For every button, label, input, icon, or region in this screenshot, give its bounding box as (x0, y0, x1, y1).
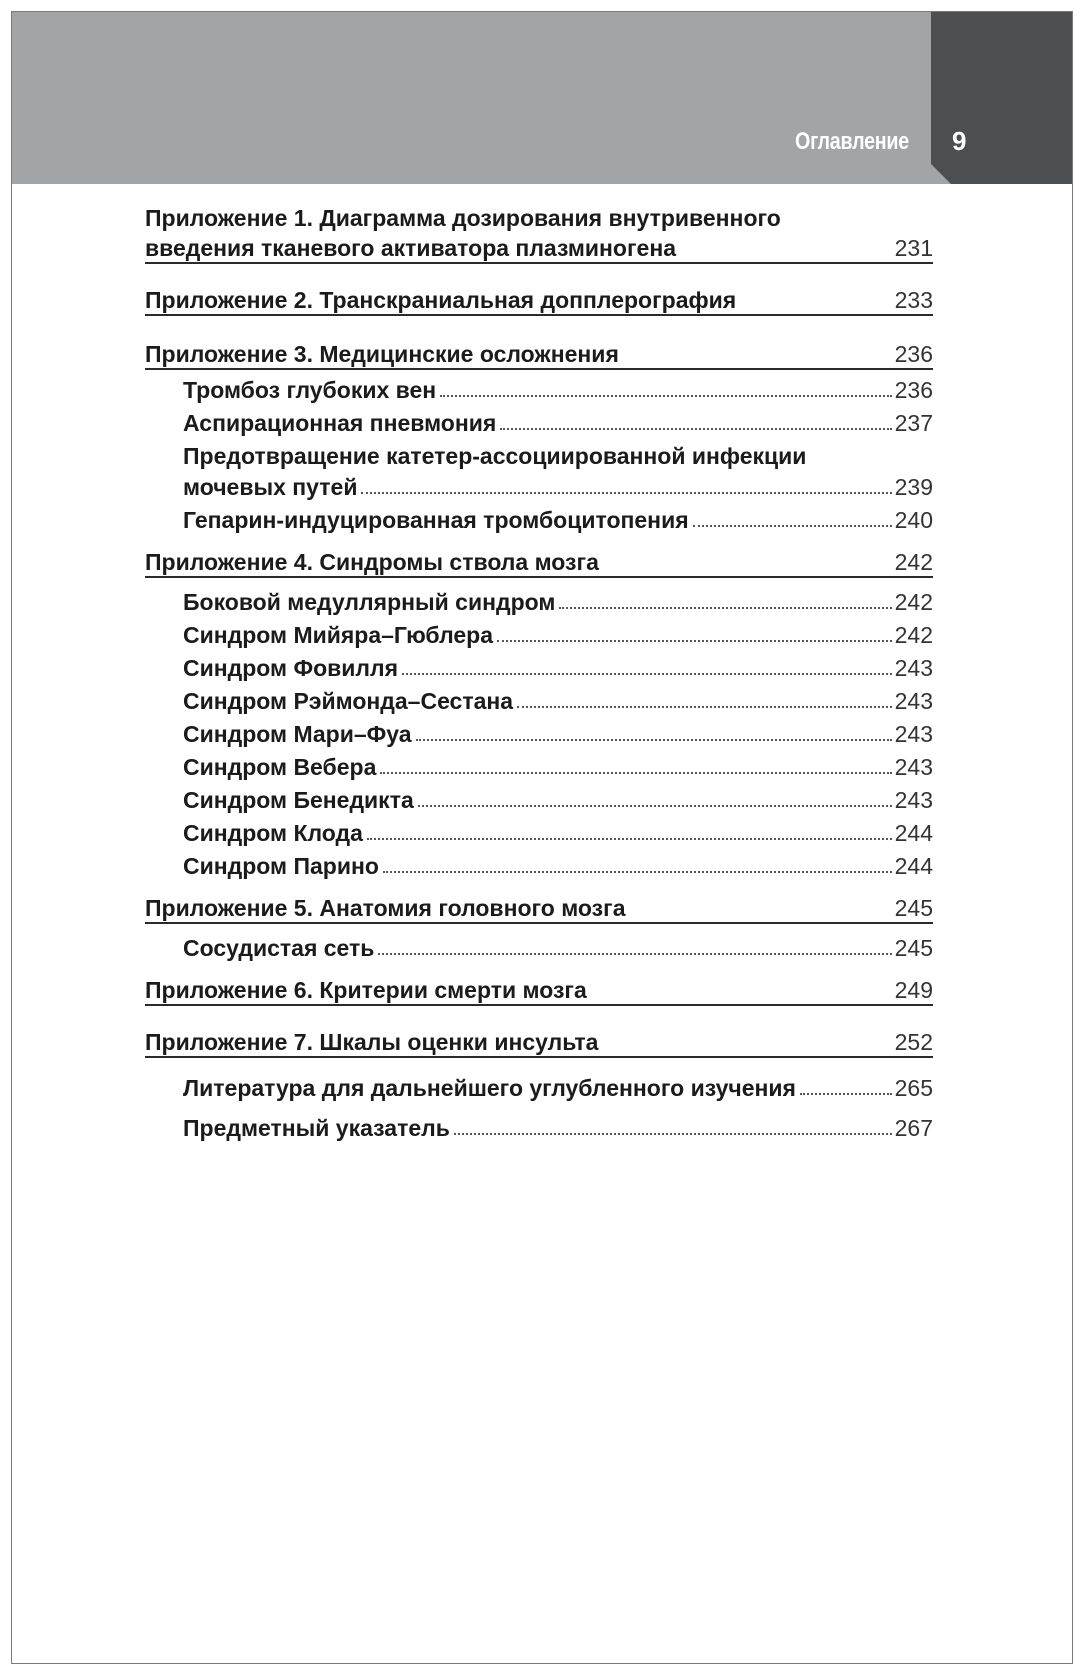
chapter-title: Приложение 7. Шкалы оценки инсульта (145, 1029, 599, 1055)
entry-title: Синдром Парино (183, 853, 379, 879)
toc-back-matter (145, 1074, 933, 1142)
chapter-page: 236 (894, 341, 933, 367)
entry-page: 236 (894, 377, 933, 403)
running-header-page-number: 9 (952, 126, 967, 156)
leader-dots (418, 805, 892, 807)
toc-entry[interactable] (183, 588, 933, 616)
leader-dots (454, 1133, 892, 1135)
entry-title: Синдром Фовилля (183, 655, 399, 681)
entry-page: 243 (894, 721, 933, 747)
leader-dots (402, 673, 892, 675)
leader-dots (416, 739, 892, 741)
entry-page: 243 (894, 787, 933, 813)
chapter-page: 242 (894, 549, 933, 575)
entry-title: Боковой медуллярный синдром (183, 589, 556, 615)
entry-title: Синдром Бенедикта (183, 787, 414, 813)
toc-chapter-1[interactable] (145, 204, 933, 264)
entry-page: 243 (894, 655, 933, 681)
chapter-page: 233 (894, 287, 933, 313)
entry-page: 242 (894, 589, 933, 615)
chapter-page: 252 (894, 1029, 933, 1055)
toc-chapter-2[interactable] (145, 286, 933, 316)
entry-page: 243 (894, 754, 933, 780)
entry-page: 237 (894, 410, 933, 436)
toc-entry[interactable] (183, 376, 933, 404)
entry-title: Синдром Вебера (183, 754, 377, 780)
toc-entry[interactable] (183, 753, 933, 781)
toc-entry[interactable] (183, 786, 933, 814)
running-header-title: Оглавление (795, 128, 909, 155)
leader-dots (559, 607, 891, 609)
toc-chapter-4[interactable] (145, 548, 933, 578)
toc-entries-chapter-4 (145, 588, 933, 880)
toc-entry[interactable] (183, 720, 933, 748)
entry-page: 267 (894, 1115, 933, 1141)
chapter-page: 231 (894, 235, 933, 261)
toc-chapter-5[interactable] (145, 894, 933, 924)
leader-dots (500, 428, 891, 430)
leader-dots (361, 492, 891, 494)
chapter-title: Приложение 3. Медицинские осложнения (145, 341, 619, 367)
entry-title: Сосудистая сеть (183, 935, 375, 961)
leader-dots (517, 706, 892, 708)
entry-page: 244 (894, 853, 933, 879)
leader-dots (693, 525, 892, 527)
entry-page: 244 (894, 820, 933, 846)
leader-dots (800, 1093, 892, 1095)
toc-chapter-3[interactable] (145, 340, 933, 370)
chapter-title: Приложение 5. Анатомия головного мозга (145, 895, 626, 921)
toc-entry[interactable] (183, 654, 933, 682)
entry-title: Синдром Мийяра–Гюблера (183, 622, 494, 648)
chapter-page: 245 (894, 895, 933, 921)
chapter-page: 249 (894, 977, 933, 1003)
toc-entries-chapter-3 (145, 376, 933, 534)
entry-page: 242 (894, 622, 933, 648)
toc-chapter-7[interactable] (145, 1028, 933, 1058)
toc-chapter-6[interactable] (145, 976, 933, 1006)
entry-page: 243 (894, 688, 933, 714)
header-tab-notch (931, 164, 951, 184)
chapter-title: Приложение 6. Критерии смерти мозга (145, 977, 587, 1003)
toc-entry-index[interactable] (183, 1114, 933, 1142)
leader-dots (383, 871, 892, 873)
toc-entries-chapter-5 (145, 934, 933, 962)
leader-dots (367, 838, 892, 840)
entry-title: Тромбоз глубоких вен (183, 377, 437, 403)
entry-title: Предметный указатель (183, 1115, 450, 1141)
leader-dots (497, 640, 892, 642)
entry-page: 245 (894, 935, 933, 961)
entry-title-cont: мочевых путей (183, 474, 358, 500)
chapter-title: Приложение 2. Транскраниальная допплерография (145, 287, 737, 313)
entry-title: Аспирационная пневмония (183, 410, 497, 436)
toc-entry[interactable] (183, 852, 933, 880)
chapter-title: Приложение 1. Диаграмма дозирования внутривенного (145, 205, 781, 231)
entry-page: 240 (894, 507, 933, 533)
entry-page: 265 (894, 1075, 933, 1101)
leader-dots (380, 772, 891, 774)
toc-entry[interactable] (183, 687, 933, 715)
chapter-title-cont: введения тканевого активатора плазминогена (145, 235, 677, 261)
toc-entry[interactable] (183, 506, 933, 534)
entry-title: Гепарин-индуцированная тромбоцитопения (183, 507, 689, 533)
toc-entry[interactable] (183, 819, 933, 847)
entry-page: 239 (894, 474, 933, 500)
leader-dots (378, 953, 891, 955)
chapter-title: Приложение 4. Синдромы ствола мозга (145, 549, 599, 575)
header-band (12, 12, 1072, 184)
entry-title: Предотвращение катетер-ассоциированной инфекции (183, 443, 807, 469)
toc-entry[interactable] (183, 934, 933, 962)
entry-title: Синдром Мари–Фуа (183, 721, 412, 747)
entry-title: Синдром Клода (183, 820, 363, 846)
toc-entry[interactable] (183, 409, 933, 437)
leader-dots (440, 395, 891, 397)
entry-title: Литература для дальнейшего углубленного изучения (183, 1075, 796, 1101)
entry-title: Синдром Рэймонда–Сестана (183, 688, 514, 714)
toc-entry[interactable] (183, 621, 933, 649)
toc-entry-bibliography[interactable] (183, 1074, 933, 1102)
header-page-tab (931, 12, 1072, 184)
table-of-contents (145, 204, 933, 1142)
toc-entry[interactable] (183, 442, 933, 501)
